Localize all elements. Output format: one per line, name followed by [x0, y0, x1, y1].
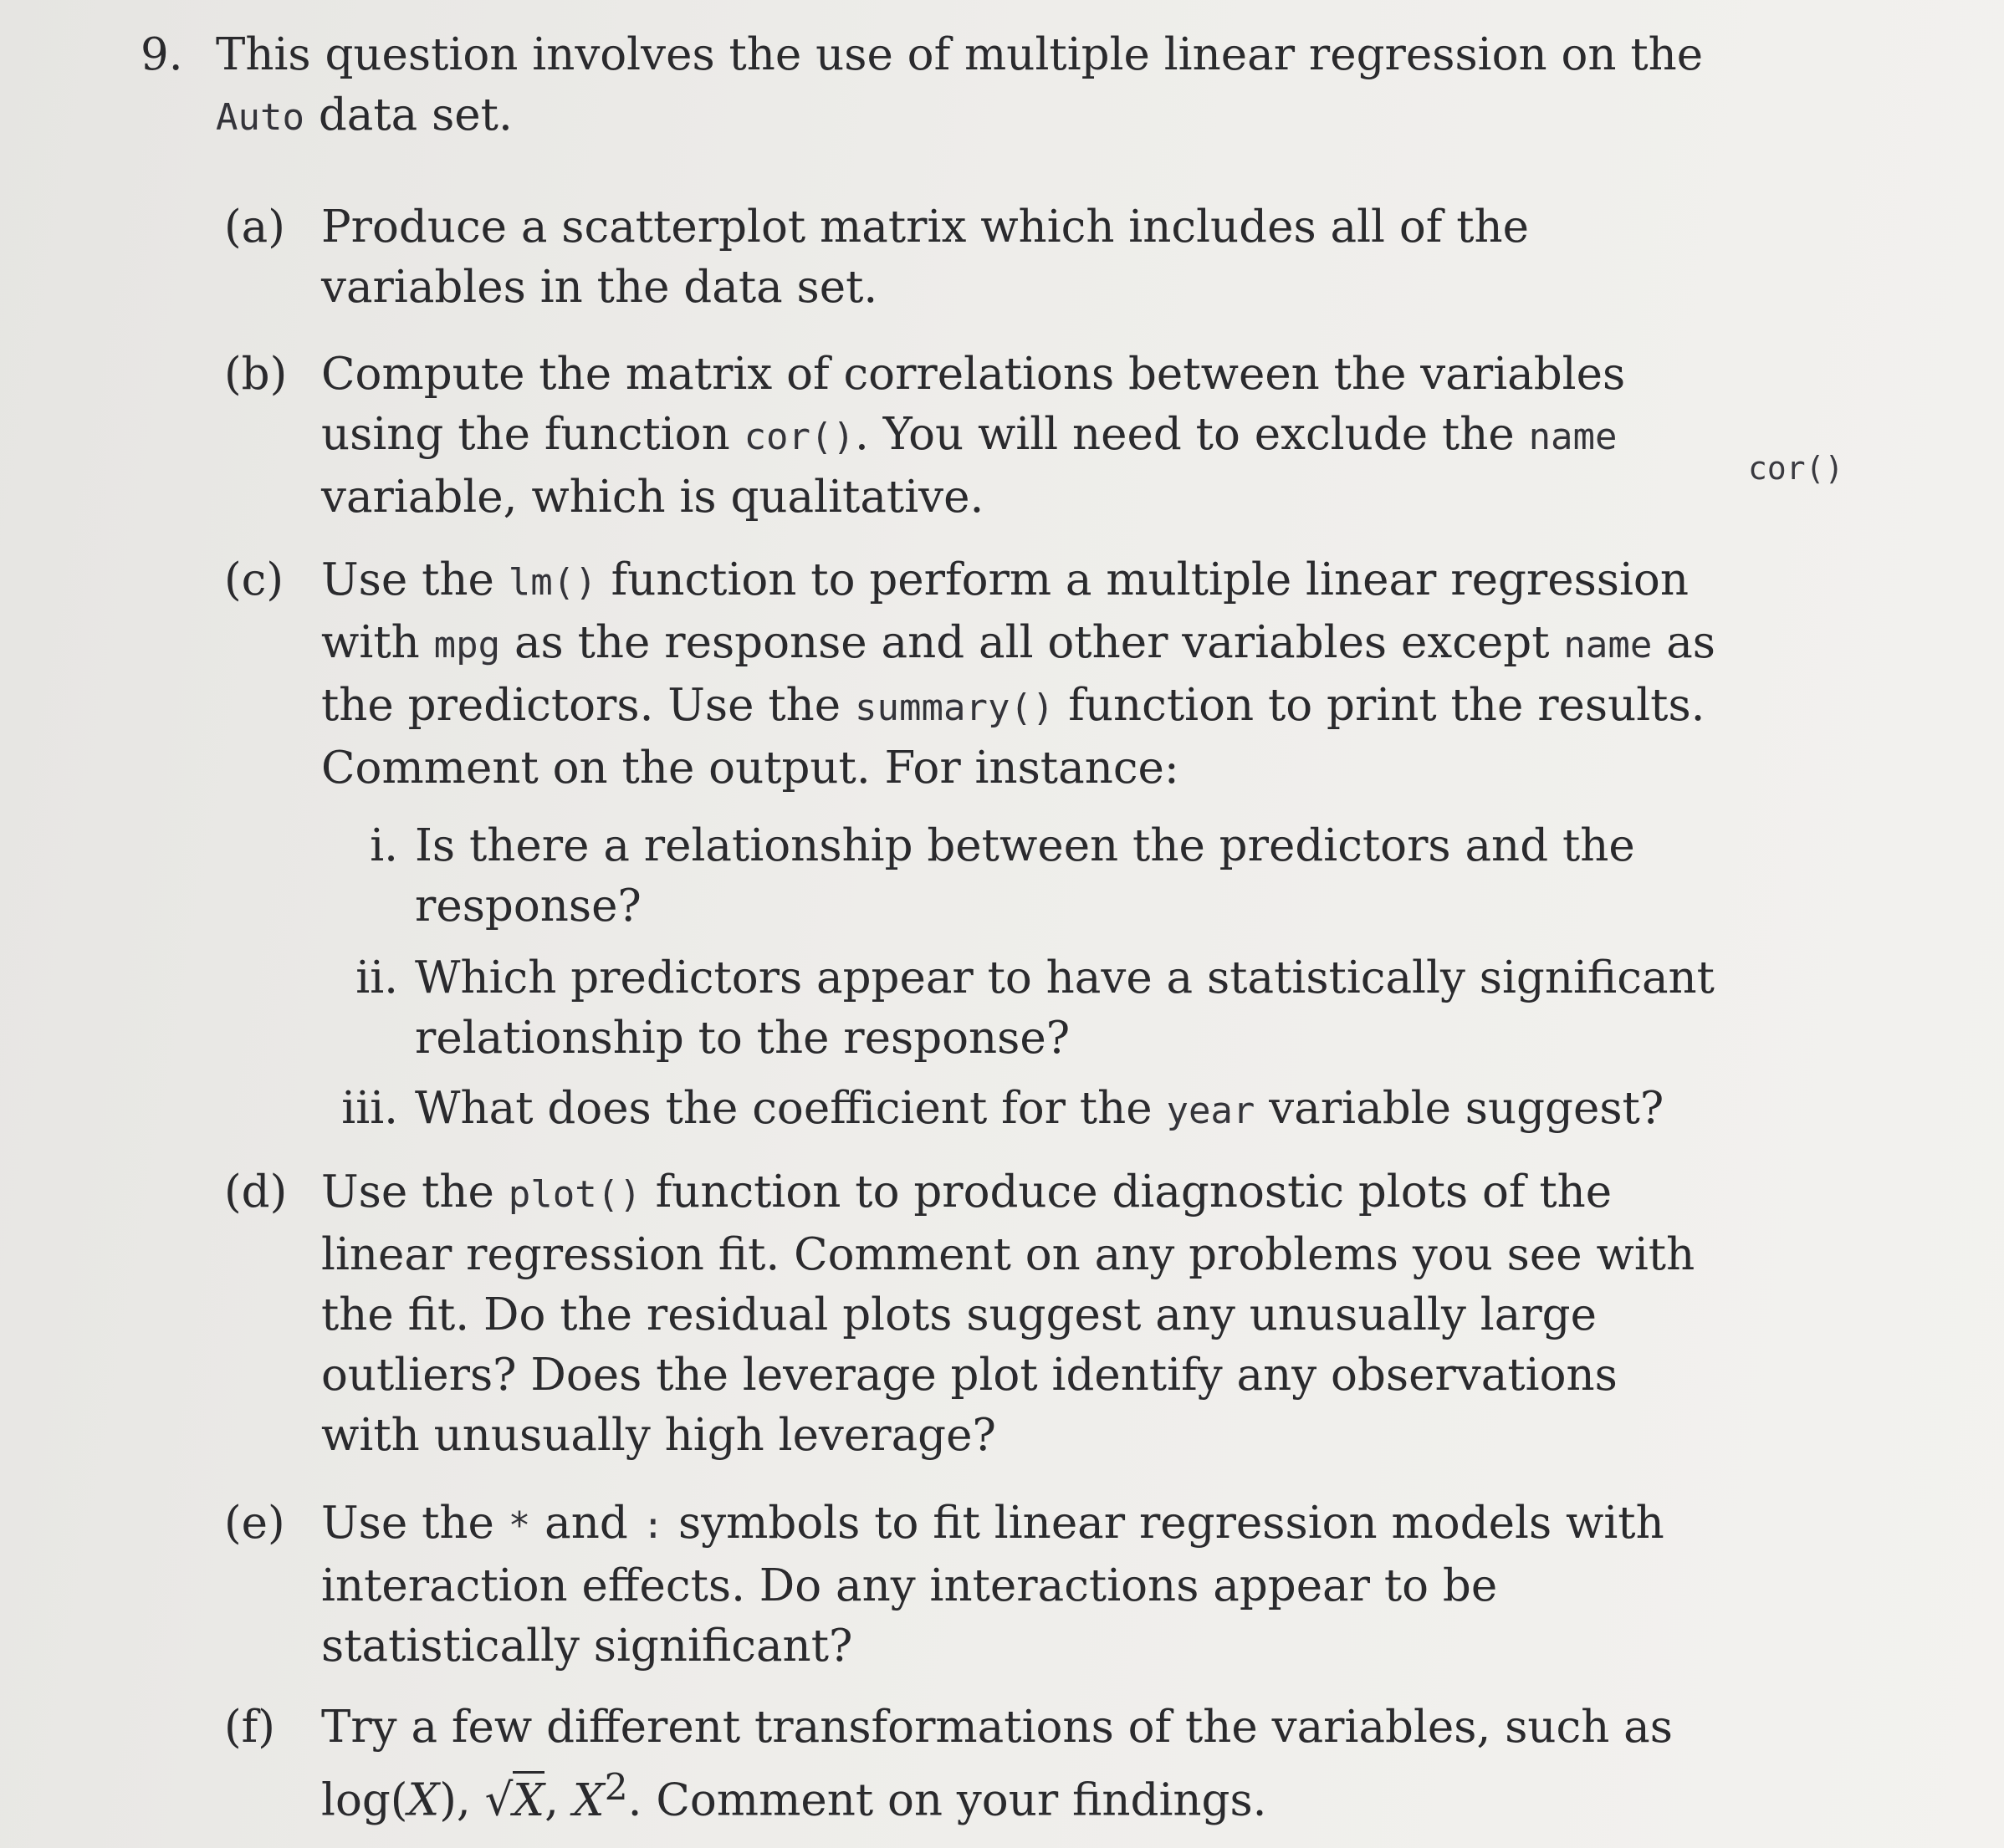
code-year: year: [1166, 1090, 1255, 1132]
code-name: name: [1563, 624, 1653, 666]
margin-note: cor(): [1748, 450, 1844, 487]
subquestion-label: ii.: [355, 952, 398, 1003]
math-sqrt-x: √X,: [485, 1771, 559, 1826]
math-log-x: log(X),: [321, 1774, 471, 1826]
dataset-name: Auto: [216, 96, 304, 139]
code-plot: plot(): [508, 1173, 642, 1216]
part-text: Use the plot() function to produce diagnostic plots of the linear regression fit. Comment on any problems you see with the fit. Do the residual plots suggest any unusually large outliers? Does the leverage plot identify any observations with unusually high leverage?: [321, 1166, 1695, 1461]
part-label: (f): [224, 1702, 275, 1753]
subquestion-text: Is there a relationship between the predictors and the response?: [415, 820, 1635, 932]
part-text: Use the * and : symbols to fit linear regression models with interaction effects. Do any interactions appear to be statistically significant?: [321, 1498, 1664, 1672]
code-mpg: mpg: [433, 624, 501, 666]
code-name: name: [1528, 416, 1618, 458]
code-cor: cor(): [744, 416, 856, 458]
part-text: Use the lm() function to perform a multiple linear regression with mpg as the response and all other variables except name as the predictors. Use the summary() function to print the results. Comment on the output. For instance:: [321, 554, 1715, 794]
subquestion-text: What does the coefficient for the year variable suggest?: [415, 1083, 1664, 1134]
part-label: (c): [224, 554, 284, 605]
part-label: (d): [224, 1166, 288, 1218]
code-asterisk: *: [508, 1504, 531, 1547]
math-x-squared: $X^2$: [572, 1766, 628, 1826]
question-number: 9.: [141, 29, 183, 80]
code-lm: lm(): [508, 561, 597, 604]
code-colon: :: [642, 1504, 665, 1547]
part-label: (e): [224, 1498, 285, 1549]
subquestion-label: iii.: [341, 1083, 398, 1134]
part-text: Compute the matrix of correlations between the variables using the function cor(). You will need to exclude the name variable, which is qualitative.: [321, 349, 1626, 523]
part-text: Produce a scatterplot matrix which includes all of the variables in the data set.: [321, 202, 1530, 313]
subquestion-label: i.: [370, 820, 398, 871]
part-text: Try a few different transformations of the variables, such as log(X), √X, $X^2$. Comment on your findings.: [321, 1702, 1673, 1826]
question-intro: This question involves the use of multiple linear regression on the Auto data set.: [216, 29, 1704, 140]
code-summary: summary(): [855, 687, 1055, 729]
subquestion-text: Which predictors appear to have a statistically significant relationship to the response?: [415, 952, 1715, 1064]
part-label: (b): [224, 349, 288, 400]
part-label: (a): [224, 202, 285, 253]
